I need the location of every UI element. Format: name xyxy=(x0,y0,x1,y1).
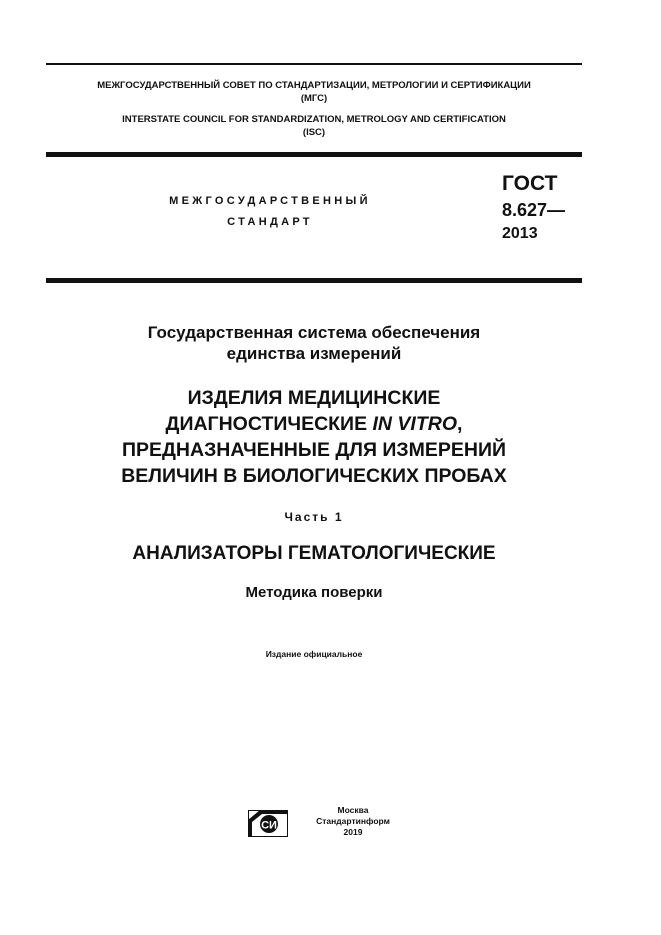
standartinform-logo xyxy=(248,810,288,837)
title-rule xyxy=(46,278,582,283)
main-title xyxy=(46,385,582,489)
standard-type-line2: СТАНДАРТ xyxy=(227,216,313,228)
main-title-line4: ВЕЛИЧИН В БИОЛОГИЧЕСКИХ ПРОБАХ xyxy=(121,465,507,487)
main-title-line1: ИЗДЕЛИЯ МЕДИЦИНСКИЕ xyxy=(187,387,441,409)
designation-number: 8.627— xyxy=(502,200,566,220)
council-en-line1: INTERSTATE COUNCIL FOR STANDARDIZATION, METROLOGY AND CERTIFICATION xyxy=(122,114,506,125)
part-label: Часть 1 xyxy=(284,510,344,524)
designation-year: 2013 xyxy=(502,225,538,242)
publisher-info xyxy=(298,805,408,838)
series-title-line1: Государственная система обеспечения xyxy=(147,323,481,342)
publisher-city: Москва xyxy=(337,805,369,815)
subject-title: АНАЛИЗАТОРЫ ГЕМАТОЛОГИЧЕСКИЕ xyxy=(132,543,496,564)
main-title-in-vitro: IN VITRO xyxy=(372,413,458,435)
publisher-year: 2019 xyxy=(343,827,363,837)
edition-note: Издание официальное xyxy=(265,649,363,659)
header-rule xyxy=(46,152,582,157)
council-ru-line1: МЕЖГОСУДАРСТВЕННЫЙ СОВЕТ ПО СТАНДАРТИЗАЦИИ, МЕТРОЛОГИИ И СЕРТИФИКАЦИИ xyxy=(97,80,531,91)
standard-type xyxy=(120,191,420,233)
logo-text: СИ xyxy=(261,819,277,832)
main-title-line3: ПРЕДНАЗНАЧЕННЫЕ ДЛЯ ИЗМЕРЕНИЙ xyxy=(122,439,506,461)
council-name-en xyxy=(46,113,582,139)
top-rule xyxy=(46,63,582,65)
method-title: Методика поверки xyxy=(245,584,383,601)
council-en-abbr: (ISC) xyxy=(302,127,326,138)
publisher-name: Стандартинформ xyxy=(316,816,390,826)
council-name-ru xyxy=(46,79,582,105)
main-title-line2 xyxy=(46,411,582,437)
designation-prefix: ГОСТ xyxy=(502,172,558,195)
council-ru-abbr: (МГС) xyxy=(300,93,328,104)
standard-designation xyxy=(502,170,565,245)
series-title-line2: единства измерений xyxy=(226,344,402,363)
series-title xyxy=(46,322,582,364)
main-title-line2-start: ДИАГНОСТИЧЕСКИЕ xyxy=(165,413,373,435)
standard-type-line1: МЕЖГОСУДАРСТВЕННЫЙ xyxy=(169,195,371,207)
main-title-line2-end: , xyxy=(457,413,463,435)
